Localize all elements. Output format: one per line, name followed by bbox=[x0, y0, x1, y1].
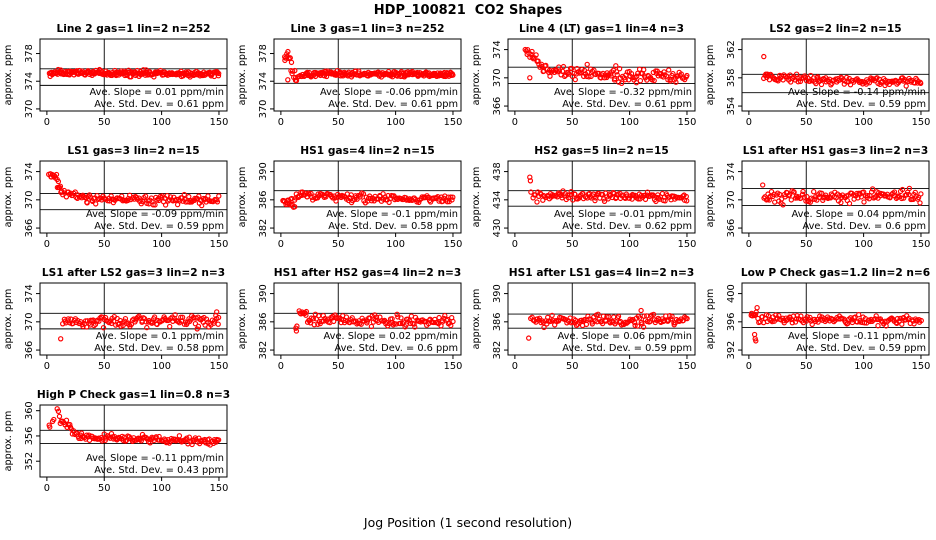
x-axis bbox=[512, 355, 697, 372]
svg-text:370: 370 bbox=[492, 68, 503, 88]
svg-text:0: 0 bbox=[43, 483, 51, 494]
y-axis-label: approx. ppm bbox=[237, 166, 248, 228]
outlier-point bbox=[585, 62, 589, 66]
svg-text:0: 0 bbox=[511, 361, 519, 372]
outlier-point bbox=[294, 329, 298, 333]
svg-text:150: 150 bbox=[209, 239, 229, 250]
panel-title: Line 3 gas=1 lin=3 n=252 bbox=[290, 23, 445, 35]
ann-ave-slope: Ave. Slope = 0.01 ppm/min bbox=[89, 87, 224, 98]
data-points bbox=[523, 48, 689, 86]
svg-text:430: 430 bbox=[492, 218, 503, 238]
data-points bbox=[283, 50, 455, 83]
svg-text:150: 150 bbox=[677, 239, 697, 250]
data-points bbox=[47, 172, 221, 208]
figure-title: HDP_100821 CO2 Shapes bbox=[373, 3, 563, 18]
subplot-9 bbox=[0, 265, 234, 387]
subplot-4 bbox=[702, 21, 936, 143]
ann-ave-std-dev: Ave. Std. Dev. = 0.58 ppm bbox=[328, 221, 458, 232]
svg-text:0: 0 bbox=[745, 117, 753, 128]
y-axis-label: approx. ppm bbox=[471, 166, 482, 228]
subplot-3 bbox=[468, 21, 702, 143]
subplot-grid bbox=[0, 21, 936, 509]
y-axis bbox=[492, 40, 508, 115]
svg-text:390: 390 bbox=[492, 284, 503, 303]
svg-text:0: 0 bbox=[43, 117, 51, 128]
y-axis bbox=[24, 401, 40, 470]
svg-text:100: 100 bbox=[152, 361, 171, 372]
svg-text:382: 382 bbox=[492, 340, 503, 360]
svg-text:0: 0 bbox=[43, 361, 51, 372]
y-axis bbox=[492, 162, 508, 237]
svg-text:370: 370 bbox=[726, 190, 737, 210]
svg-text:434: 434 bbox=[492, 190, 503, 210]
svg-text:50: 50 bbox=[98, 483, 111, 494]
x-axis bbox=[44, 233, 229, 250]
y-axis-label: approx. ppm bbox=[471, 44, 482, 106]
data-points bbox=[761, 183, 923, 207]
x-axis bbox=[746, 233, 931, 250]
ann-ave-slope: Ave. Slope = -0.32 ppm/min bbox=[553, 87, 692, 98]
subplot-svg bbox=[702, 265, 936, 387]
svg-text:100: 100 bbox=[620, 239, 639, 250]
data-points bbox=[281, 190, 455, 209]
svg-text:386: 386 bbox=[258, 190, 269, 210]
svg-text:100: 100 bbox=[152, 239, 171, 250]
svg-text:50: 50 bbox=[566, 117, 579, 128]
svg-text:100: 100 bbox=[620, 361, 639, 372]
subplot-svg bbox=[0, 387, 234, 509]
ann-ave-slope: Ave. Slope = 0.1 ppm/min bbox=[95, 331, 224, 342]
svg-text:50: 50 bbox=[332, 361, 345, 372]
y-axis bbox=[24, 162, 40, 237]
svg-text:386: 386 bbox=[258, 312, 269, 332]
ann-ave-std-dev: Ave. Std. Dev. = 0.6 ppm bbox=[334, 343, 458, 354]
panel-title: Line 4 (LT) gas=1 lin=4 n=3 bbox=[519, 23, 684, 35]
svg-text:374: 374 bbox=[24, 162, 35, 181]
svg-text:50: 50 bbox=[800, 117, 813, 128]
svg-text:366: 366 bbox=[24, 340, 35, 360]
y-axis bbox=[726, 162, 742, 237]
y-axis-label: approx. ppm bbox=[705, 288, 716, 350]
svg-text:0: 0 bbox=[43, 239, 51, 250]
svg-text:356: 356 bbox=[24, 426, 35, 446]
y-axis bbox=[24, 44, 40, 118]
svg-text:396: 396 bbox=[726, 312, 737, 332]
outlier-point bbox=[761, 183, 765, 187]
svg-text:366: 366 bbox=[492, 96, 503, 116]
panel-title: LS1 after HS1 gas=3 lin=2 n=3 bbox=[742, 145, 929, 157]
y-axis bbox=[726, 40, 742, 115]
ann-ave-slope: Ave. Slope = -0.11 ppm/min bbox=[85, 453, 224, 464]
svg-text:0: 0 bbox=[277, 361, 285, 372]
svg-text:150: 150 bbox=[911, 117, 931, 128]
svg-text:50: 50 bbox=[800, 361, 813, 372]
subplot-svg bbox=[702, 143, 936, 265]
outlier-point bbox=[286, 78, 290, 82]
svg-text:50: 50 bbox=[566, 239, 579, 250]
y-axis-label: approx. ppm bbox=[705, 44, 716, 106]
svg-text:150: 150 bbox=[911, 239, 931, 250]
subplot-11 bbox=[468, 265, 702, 387]
ann-ave-std-dev: Ave. Std. Dev. = 0.43 ppm bbox=[94, 465, 224, 476]
svg-text:366: 366 bbox=[24, 218, 35, 238]
svg-text:50: 50 bbox=[566, 361, 579, 372]
subplot-svg bbox=[468, 143, 702, 265]
ann-ave-slope: Ave. Slope = 0.06 ppm/min bbox=[557, 331, 692, 342]
ann-ave-slope: Ave. Slope = 0.02 ppm/min bbox=[323, 331, 458, 342]
outlier-point bbox=[528, 76, 532, 80]
outlier-point bbox=[59, 337, 63, 341]
x-axis bbox=[746, 355, 931, 372]
y-axis bbox=[24, 284, 40, 359]
svg-text:50: 50 bbox=[98, 117, 111, 128]
ann-ave-slope: Ave. Slope = -0.14 ppm/min bbox=[787, 87, 926, 98]
svg-text:390: 390 bbox=[258, 162, 269, 181]
x-axis bbox=[512, 233, 697, 250]
y-axis bbox=[492, 284, 508, 359]
y-axis-label: approx. ppm bbox=[705, 166, 716, 228]
data-points bbox=[47, 407, 221, 447]
svg-text:100: 100 bbox=[620, 117, 639, 128]
svg-text:400: 400 bbox=[726, 284, 737, 303]
svg-text:100: 100 bbox=[152, 117, 171, 128]
y-axis-label: approx. ppm bbox=[3, 410, 14, 472]
svg-text:360: 360 bbox=[24, 401, 35, 421]
outlier-point bbox=[753, 332, 757, 336]
panel-title: HS2 gas=5 lin=2 n=15 bbox=[534, 145, 669, 157]
x-axis bbox=[512, 111, 697, 128]
subplot-svg bbox=[234, 143, 468, 265]
svg-text:50: 50 bbox=[332, 117, 345, 128]
svg-text:150: 150 bbox=[443, 239, 463, 250]
panel-title: LS1 gas=3 lin=2 n=15 bbox=[67, 145, 200, 157]
svg-text:390: 390 bbox=[258, 284, 269, 303]
subplot-6 bbox=[234, 143, 468, 265]
svg-text:366: 366 bbox=[726, 218, 737, 238]
subplot-svg bbox=[0, 21, 234, 143]
panel-title: LS2 gas=2 lin=2 n=15 bbox=[769, 23, 902, 35]
svg-text:100: 100 bbox=[386, 361, 405, 372]
data-points bbox=[762, 55, 923, 89]
x-axis bbox=[278, 355, 463, 372]
y-axis-label: approx. ppm bbox=[237, 44, 248, 106]
svg-text:438: 438 bbox=[492, 162, 503, 181]
svg-text:150: 150 bbox=[677, 117, 697, 128]
svg-text:392: 392 bbox=[726, 340, 737, 360]
svg-text:150: 150 bbox=[443, 361, 463, 372]
x-axis bbox=[746, 111, 931, 128]
svg-text:386: 386 bbox=[492, 312, 503, 332]
svg-text:382: 382 bbox=[258, 340, 269, 360]
svg-text:150: 150 bbox=[209, 361, 229, 372]
svg-text:150: 150 bbox=[209, 483, 229, 494]
svg-text:378: 378 bbox=[258, 44, 269, 63]
x-axis bbox=[278, 111, 463, 128]
svg-text:382: 382 bbox=[258, 218, 269, 238]
svg-text:100: 100 bbox=[152, 483, 171, 494]
x-axis bbox=[278, 233, 463, 250]
svg-text:100: 100 bbox=[854, 239, 873, 250]
ann-ave-std-dev: Ave. Std. Dev. = 0.59 ppm bbox=[796, 343, 926, 354]
ann-ave-std-dev: Ave. Std. Dev. = 0.61 ppm bbox=[562, 99, 692, 110]
subplot-12 bbox=[702, 265, 936, 387]
svg-text:50: 50 bbox=[332, 239, 345, 250]
subplot-svg bbox=[468, 265, 702, 387]
svg-text:0: 0 bbox=[745, 239, 753, 250]
ann-ave-std-dev: Ave. Std. Dev. = 0.6 ppm bbox=[802, 221, 926, 232]
subplot-svg bbox=[0, 143, 234, 265]
subplot-svg bbox=[0, 265, 234, 387]
svg-text:150: 150 bbox=[911, 361, 931, 372]
svg-text:374: 374 bbox=[492, 40, 503, 59]
panel-title: Low P Check gas=1.2 lin=2 n=6 bbox=[740, 267, 931, 279]
panel-title: HS1 gas=4 lin=2 n=15 bbox=[300, 145, 435, 157]
svg-text:370: 370 bbox=[24, 190, 35, 210]
data-points bbox=[294, 309, 455, 333]
subplot-2 bbox=[234, 21, 468, 143]
subplot-svg bbox=[702, 21, 936, 143]
x-axis bbox=[44, 111, 229, 128]
ann-ave-slope: Ave. Slope = -0.01 ppm/min bbox=[553, 209, 692, 220]
svg-text:354: 354 bbox=[726, 96, 737, 116]
data-points bbox=[528, 175, 689, 204]
x-axis bbox=[44, 477, 229, 494]
y-axis bbox=[258, 162, 274, 237]
svg-text:0: 0 bbox=[277, 239, 285, 250]
panel-title: High P Check gas=1 lin=0.8 n=3 bbox=[36, 389, 231, 401]
svg-text:0: 0 bbox=[277, 117, 285, 128]
ann-ave-slope: Ave. Slope = 0.04 ppm/min bbox=[791, 209, 926, 220]
svg-text:352: 352 bbox=[24, 451, 35, 471]
outlier-point bbox=[57, 414, 61, 418]
subplot-10 bbox=[234, 265, 468, 387]
outlier-point bbox=[762, 55, 766, 59]
panel-title: Line 2 gas=1 lin=2 n=252 bbox=[56, 23, 211, 35]
svg-text:150: 150 bbox=[443, 117, 463, 128]
ann-ave-slope: Ave. Slope = -0.06 ppm/min bbox=[319, 87, 458, 98]
ann-ave-std-dev: Ave. Std. Dev. = 0.59 ppm bbox=[94, 221, 224, 232]
svg-text:374: 374 bbox=[726, 162, 737, 181]
ann-ave-slope: Ave. Slope = -0.09 ppm/min bbox=[85, 209, 224, 220]
svg-text:0: 0 bbox=[511, 239, 519, 250]
svg-text:100: 100 bbox=[854, 361, 873, 372]
outlier-point bbox=[639, 308, 643, 312]
panel-title: HS1 after LS1 gas=4 lin=2 n=3 bbox=[508, 267, 695, 279]
subplot-8 bbox=[702, 143, 936, 265]
svg-text:0: 0 bbox=[511, 117, 519, 128]
svg-text:362: 362 bbox=[726, 40, 737, 59]
svg-text:370: 370 bbox=[258, 99, 269, 119]
ann-ave-std-dev: Ave. Std. Dev. = 0.61 ppm bbox=[94, 99, 224, 110]
svg-text:100: 100 bbox=[854, 117, 873, 128]
ann-ave-std-dev: Ave. Std. Dev. = 0.62 ppm bbox=[562, 221, 692, 232]
svg-text:100: 100 bbox=[386, 239, 405, 250]
svg-text:150: 150 bbox=[209, 117, 229, 128]
y-axis-label: approx. ppm bbox=[3, 44, 14, 106]
y-axis bbox=[258, 284, 274, 359]
svg-text:100: 100 bbox=[386, 117, 405, 128]
subplot-svg bbox=[468, 21, 702, 143]
ann-ave-std-dev: Ave. Std. Dev. = 0.61 ppm bbox=[328, 99, 458, 110]
ann-ave-std-dev: Ave. Std. Dev. = 0.59 ppm bbox=[796, 99, 926, 110]
ann-ave-std-dev: Ave. Std. Dev. = 0.58 ppm bbox=[94, 343, 224, 354]
svg-text:374: 374 bbox=[24, 284, 35, 303]
svg-text:374: 374 bbox=[258, 71, 269, 91]
y-axis-label: approx. ppm bbox=[471, 288, 482, 350]
svg-text:370: 370 bbox=[24, 312, 35, 332]
panel-title: HS1 after HS2 gas=4 lin=2 n=3 bbox=[273, 267, 462, 279]
subplot-7 bbox=[468, 143, 702, 265]
subplot-svg bbox=[234, 21, 468, 143]
subplot-13 bbox=[0, 387, 234, 509]
subplot-1 bbox=[0, 21, 234, 143]
y-axis bbox=[258, 44, 274, 118]
subplot-svg bbox=[234, 265, 468, 387]
figure-x-axis-label: Jog Position (1 second resolution) bbox=[363, 515, 573, 530]
panel-title: LS1 after LS2 gas=3 lin=2 n=3 bbox=[41, 267, 226, 279]
ann-ave-std-dev: Ave. Std. Dev. = 0.59 ppm bbox=[562, 343, 692, 354]
y-axis-label: approx. ppm bbox=[3, 166, 14, 228]
svg-text:0: 0 bbox=[745, 361, 753, 372]
svg-text:50: 50 bbox=[800, 239, 813, 250]
svg-text:358: 358 bbox=[726, 68, 737, 88]
ann-ave-slope: Ave. Slope = -0.11 ppm/min bbox=[787, 331, 926, 342]
svg-text:370: 370 bbox=[24, 99, 35, 119]
svg-text:50: 50 bbox=[98, 361, 111, 372]
svg-text:150: 150 bbox=[677, 361, 697, 372]
x-axis bbox=[44, 355, 229, 372]
svg-text:374: 374 bbox=[24, 71, 35, 91]
ann-ave-slope: Ave. Slope = -0.1 ppm/min bbox=[326, 209, 458, 220]
y-axis bbox=[726, 284, 742, 359]
subplot-5 bbox=[0, 143, 234, 265]
svg-text:378: 378 bbox=[24, 44, 35, 63]
y-axis-label: approx. ppm bbox=[3, 288, 14, 350]
y-axis-label: approx. ppm bbox=[237, 288, 248, 350]
outlier-point bbox=[527, 336, 531, 340]
svg-text:50: 50 bbox=[98, 239, 111, 250]
